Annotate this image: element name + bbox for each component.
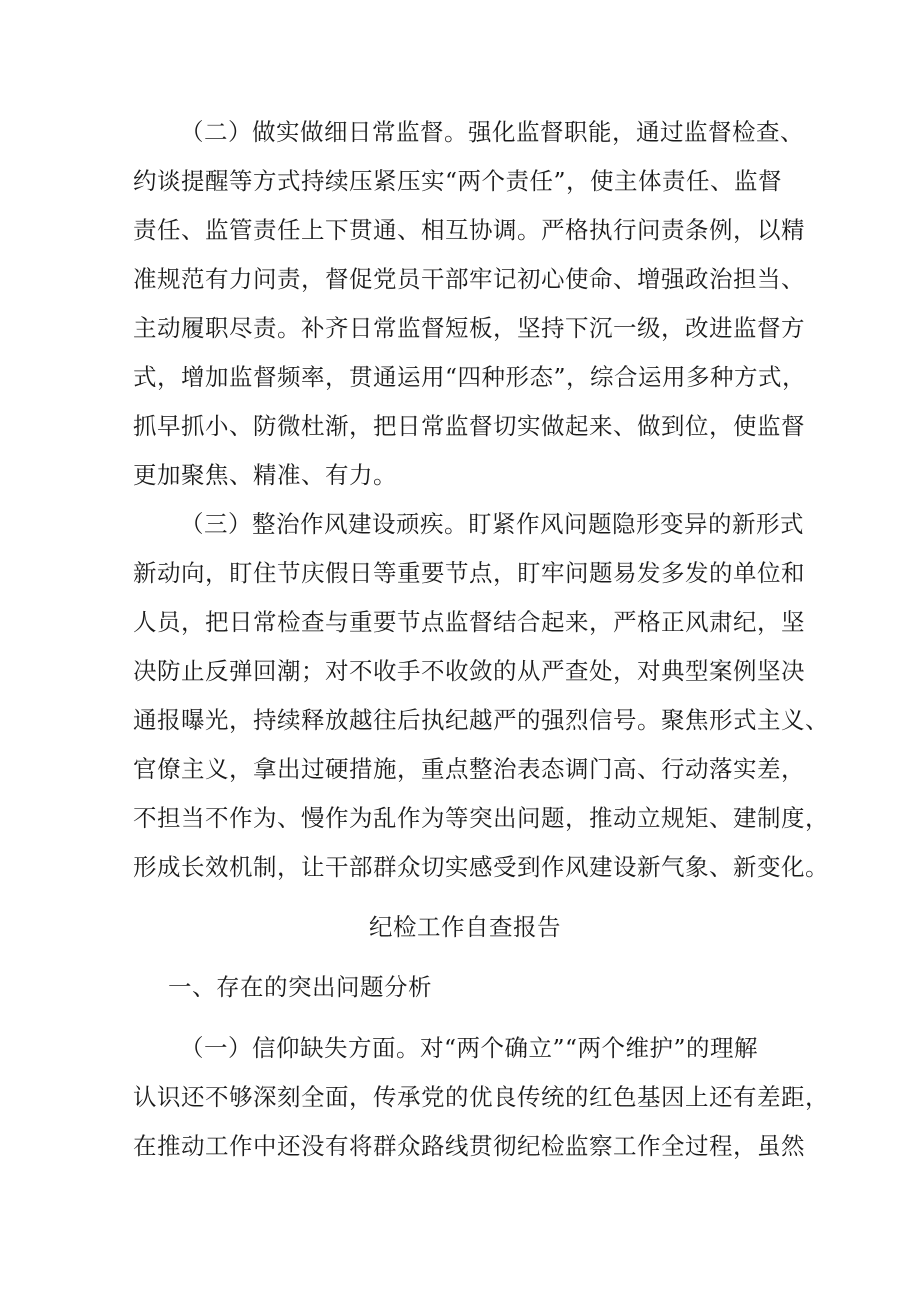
paragraph-line: 不担当不作为、慢作为乱作为等突出问题，推动立规矩、建制度，	[133, 804, 829, 832]
paragraph-daily-supervision	[133, 108, 807, 500]
paragraph-line: 形成长效机制，让干部群众切实感受到作风建设新气象、新变化。	[133, 853, 829, 881]
paragraph-line: 约谈提醒等方式持续压紧压实“两个责任”，使主体责任、监督	[133, 167, 783, 195]
paragraph-line: 认识还不够深刻全面，传承党的优良传统的红色基因上还有差距，	[133, 1083, 829, 1111]
paragraph-line: 在推动工作中还没有将群众路线贯彻纪检监察工作全过程，虽然	[133, 1132, 805, 1160]
paragraph-line: 新动向，盯住节庆假日等重要节点，盯牢问题易发多发的单位和	[133, 559, 805, 587]
paragraph-line: 责任、监管责任上下贯通、相互协调。严格执行问责条例，以精	[133, 216, 805, 244]
paragraph-line: 人员，把日常检查与重要节点监督结合起来，严格正风肃纪，坚	[133, 608, 805, 636]
paragraph-line: （二）做实做细日常监督。强化监督职能，通过监督检查、	[180, 118, 804, 146]
paragraph-line: 准规范有力问责，督促党员干部牢记初心使命、增强政治担当、	[133, 265, 805, 293]
paragraph-work-style	[133, 500, 829, 892]
paragraph-line: 官僚主义，拿出过硬措施，重点整治表态调门高、行动落实差，	[133, 755, 805, 783]
paragraph-line: （一）信仰缺失方面。对“两个确立”“两个维护”的理解	[180, 1034, 759, 1062]
paragraph-belief	[133, 1024, 829, 1171]
section-heading: 一、存在的突出问题分析	[168, 973, 432, 1001]
paragraph-line: 抓早抓小、防微杜渐，把日常监督切实做起来、做到位，使监督	[133, 412, 805, 440]
document-body	[133, 108, 829, 1171]
report-title: 纪检工作自查报告	[369, 913, 561, 941]
paragraph-line: （三）整治作风建设顽疾。盯紧作风问题隐形变异的新形式	[180, 510, 804, 538]
paragraph-line: 决防止反弹回潮；对不收手不收敛的从严查处，对典型案例坚决	[133, 657, 805, 685]
paragraph-line: 通报曝光，持续释放越往后执纪越严的强烈信号。聚焦形式主义、	[133, 706, 829, 734]
paragraph-line: 主动履职尽责。补齐日常监督短板，坚持下沉一级，改进监督方	[133, 314, 805, 342]
paragraph-line: 更加聚焦、精准、有力。	[133, 461, 397, 489]
paragraph-line: 式，增加监督频率，贯通运用“四种形态”，综合运用多种方式，	[133, 363, 807, 391]
